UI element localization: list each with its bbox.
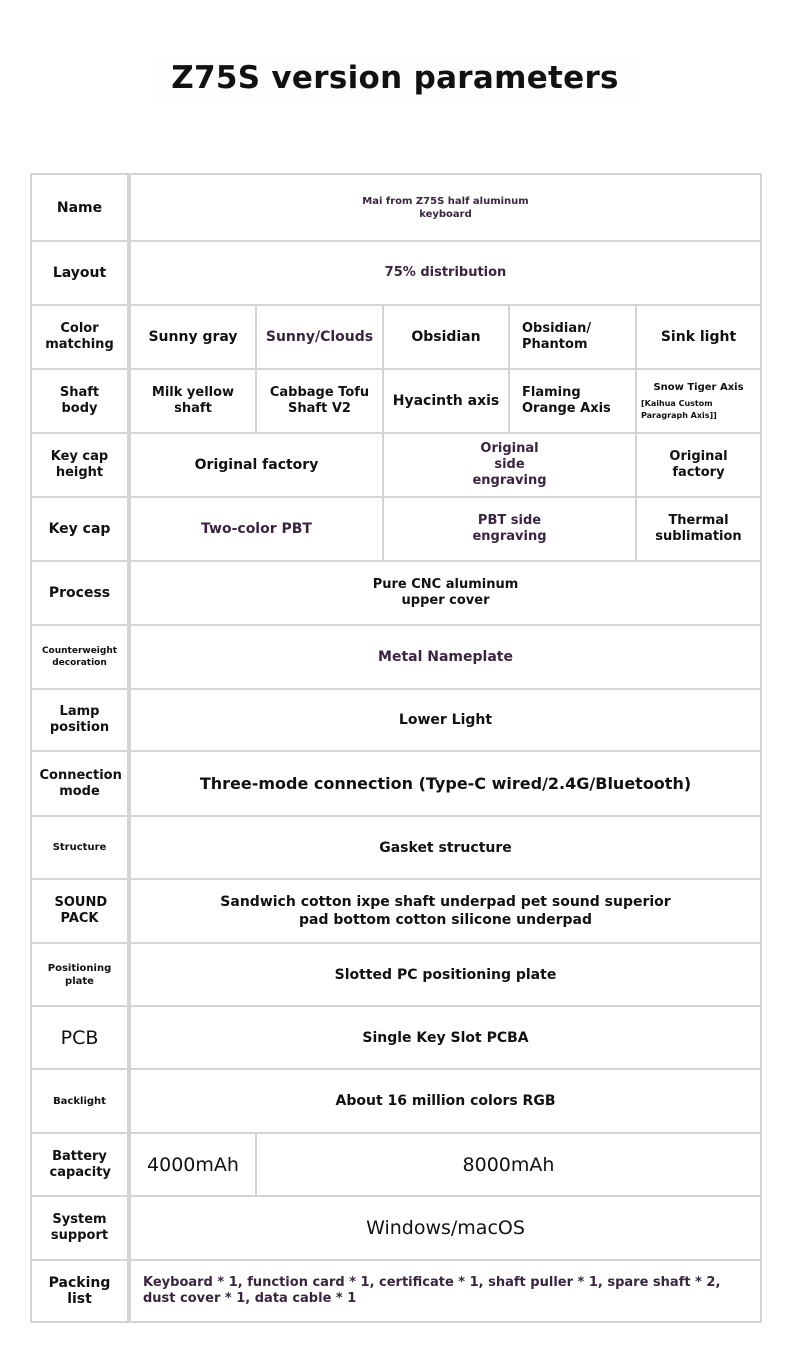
option-cell: Original factory [636,433,761,497]
table-row [31,1196,761,1260]
row-label: Positioning plate [31,943,129,1006]
option-cell: Sink light [636,305,761,369]
option-cell: Milk yellow shaft [129,369,256,433]
spec-table [30,173,762,1323]
row-label: Key cap height [31,433,129,497]
option-cell: 4000mAh [129,1133,256,1196]
table-row [31,689,761,751]
row-value: Mai from Z75S half aluminum keyboard [129,174,761,241]
row-label: SOUND PACK [31,879,129,943]
option-cell: Obsidian/ Phantom [509,305,636,369]
row-label: Battery capacity [31,1133,129,1196]
option-cell: Original factory [129,433,383,497]
table-row [31,305,761,369]
table-row [31,943,761,1006]
row-label: Shaft body [31,369,129,433]
snow-tiger-note: [Kaihua Custom Paragraph Axis]] [641,398,717,420]
row-label: Layout [31,241,129,305]
row-label: PCB [31,1006,129,1069]
row-value: Windows/macOS [129,1196,761,1260]
row-value: Single Key Slot PCBA [129,1006,761,1069]
row-value: Sandwich cotton ixpe shaft underpad pet sound superior pad bottom cotton silicone underpad [129,879,761,943]
row-value: About 16 million colors RGB [129,1069,761,1133]
option-cell: Flaming Orange Axis [509,369,636,433]
option-cell [636,369,761,433]
table-row [31,1133,761,1196]
row-value: Metal Nameplate [129,625,761,689]
row-value: Three-mode connection (Type-C wired/2.4G/Bluetooth) [129,751,761,816]
option-cell: Original side engraving [383,433,636,497]
table-row [31,1006,761,1069]
row-label: Backlight [31,1069,129,1133]
row-value: Gasket structure [129,816,761,879]
row-value: Pure CNC aluminum upper cover [129,561,761,625]
row-label: Key cap [31,497,129,561]
table-row [31,879,761,943]
table-row [31,1069,761,1133]
option-cell: Thermal sublimation [636,497,761,561]
option-cell: Two-color PBT [129,497,383,561]
option-cell: 8000mAh [256,1133,761,1196]
row-value: Slotted PC positioning plate [129,943,761,1006]
row-label: Packing list [31,1260,129,1322]
option-cell: Obsidian [383,305,509,369]
row-label: Color matching [31,305,129,369]
page-title: Z75S version parameters [0,56,790,100]
snow-tiger-axis: Snow Tiger Axis [653,381,744,393]
table-row [31,433,761,497]
table-row [31,369,761,433]
option-cell: Cabbage Tofu Shaft V2 [256,369,383,433]
row-label: Connection mode [31,751,129,816]
row-label: Structure [31,816,129,879]
table-row [31,241,761,305]
option-cell: Hyacinth axis [383,369,509,433]
table-row [31,751,761,816]
option-cell: Sunny gray [129,305,256,369]
table-row [31,625,761,689]
row-label: Name [31,174,129,241]
row-value: 75% distribution [129,241,761,305]
table-row [31,1260,761,1322]
option-cell: PBT side engraving [383,497,636,561]
row-value: Lower Light [129,689,761,751]
table-row [31,816,761,879]
row-label: Process [31,561,129,625]
row-label: Lamp position [31,689,129,751]
option-cell: Sunny/Clouds [256,305,383,369]
row-label: Counterweight decoration [31,625,129,689]
table-row [31,174,761,241]
table-row [31,561,761,625]
row-label: System support [31,1196,129,1260]
table-row [31,497,761,561]
row-value: Keyboard * 1, function card * 1, certificate * 1, shaft puller * 1, spare shaft * 2, dust cover * 1, data cable * 1 [129,1260,761,1322]
